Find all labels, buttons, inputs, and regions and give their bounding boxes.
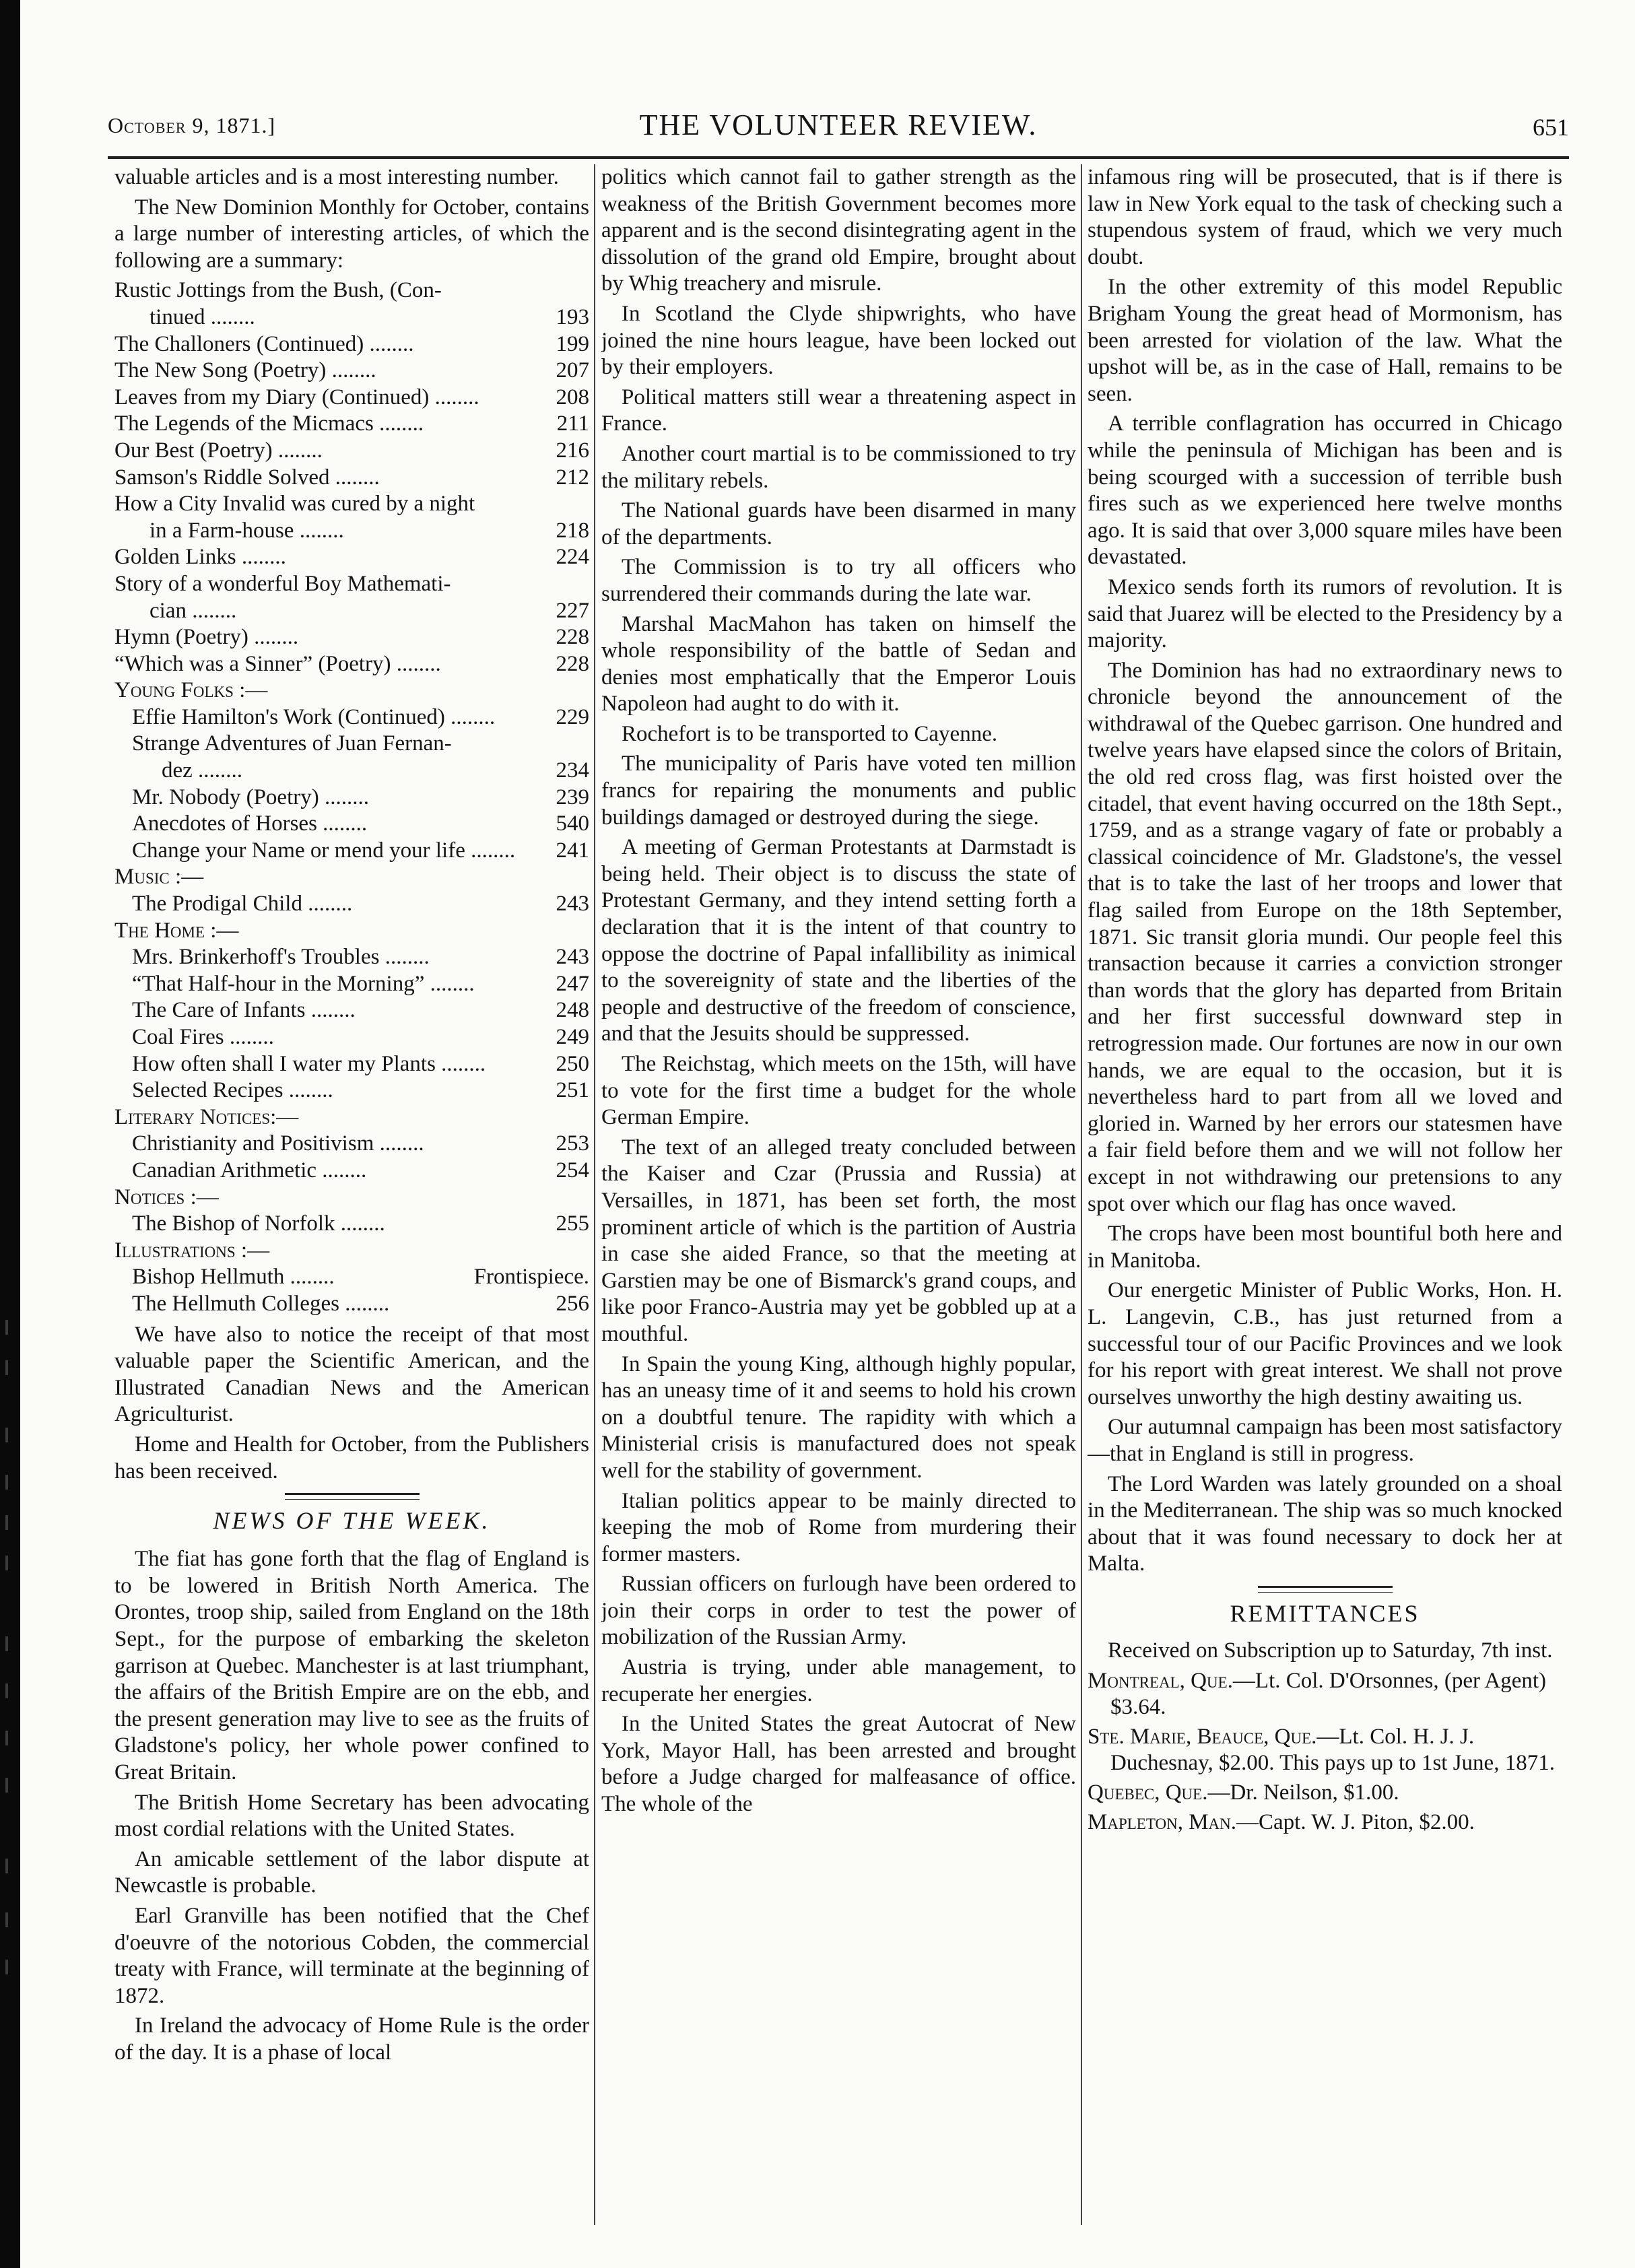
contents-title: The Challoners (Continued) ........ [114, 331, 414, 356]
header-rule [108, 156, 1569, 159]
contents-page: 253 [556, 1131, 589, 1156]
contents-page: 248 [556, 998, 589, 1023]
contents-entry [114, 385, 589, 411]
section-heading: Illustrations :— [114, 1238, 270, 1263]
contents-group [114, 944, 589, 1104]
contents-title-cont: in a Farm-house ........ [149, 518, 344, 543]
contents-page: 243 [556, 892, 589, 916]
contents-title: Story of a wonderful Boy Mathemati- [114, 571, 451, 596]
paragraph: Russian officers on furlough have been ordered to join their corps in order to test the power of mobilization of the Russian Army. [601, 1572, 1076, 1650]
paragraph: Rochefort is to be transported to Cayenne. [622, 721, 998, 746]
contents-title: The Legends of the Micmacs ........ [114, 411, 424, 436]
page-header [108, 101, 1569, 148]
contents-entry [114, 331, 589, 358]
contents-page: 228 [556, 651, 589, 676]
column-2 [601, 164, 1076, 2225]
contents-entry [114, 411, 589, 438]
contents-entry [114, 997, 589, 1024]
section-heading: The Home :— [114, 918, 239, 943]
contents-title: Golden Links ........ [114, 545, 286, 570]
contents-entry [114, 1077, 589, 1104]
paragraph: Italian politics appear to be mainly directed to keeping the mob of Rome from murdering their former masters. [601, 1488, 1076, 1566]
paragraph: The text of an alleged treaty concluded between the Kaiser and Czar (Prussia and Russia) at Versailles, in 1871, has been set forth, the most prominent article of which is the partition of Austria in case she aided France, so that the meeting at Garstien may be one of Bismarck's grand coups, and like poor Franco-Austria may yet be gobbled up at a mouthful. [601, 1135, 1076, 1346]
section-heading: Notices :— [114, 1185, 219, 1209]
contents-page: 241 [556, 838, 589, 863]
paragraph: We have also to notice the receipt of that most valuable paper the Scientific American, and the Illustrated Canadian News and the American Agriculturist. [114, 1322, 589, 1427]
paragraph: In Scotland the Clyde shipwrights, who have joined the nine hours league, have been locked out by their employers. [601, 301, 1076, 380]
contents-entry [114, 438, 589, 465]
header-title: THE VOLUNTEER REVIEW. [639, 108, 1038, 141]
contents-title-cont: dez ........ [162, 758, 243, 783]
contents-entry [114, 838, 589, 865]
remittance-place: Montreal, Que. [1088, 1668, 1233, 1693]
contents-page: 216 [556, 438, 589, 463]
contents-entry [114, 277, 589, 331]
contents-title: Selected Recipes ........ [132, 1078, 333, 1103]
paragraph: Home and Health for October, from the Publishers has been received. [114, 1432, 589, 1483]
contents-title: Samson's Riddle Solved ........ [114, 465, 380, 490]
contents-title: Leaves from my Diary (Continued) ........ [114, 385, 479, 409]
paragraph: In Spain the young King, although highly popular, has an uneasy time of it and seems to hold his crown on a doubtful tenure. The rapidity with which a Ministerial crisis is manufactured does not speak well for the stability of government. [601, 1352, 1076, 1483]
paragraph: Our autumnal campaign has been most satisfactory—that in England is still in progress. [1088, 1415, 1562, 1466]
remittance-text: —Capt. W. J. Piton, $2.00. [1236, 1809, 1475, 1834]
paragraph: Another court martial is to be commissioned to try the military rebels. [601, 441, 1076, 493]
contents-entry [114, 491, 589, 544]
contents-page: 227 [556, 598, 589, 623]
remittance-entry [1088, 1668, 1562, 1721]
paragraph-group [1088, 274, 1562, 1578]
paragraph: In Ireland the advocacy of Home Rule is the order of the day. It is a phase of local [114, 2013, 589, 2065]
paragraph: The Lord Warden was lately grounded on a shoal in the Mediterranean. The ship was so much knocked about that it was found necessary to dock her at Malta. [1088, 1471, 1562, 1576]
paragraph: Mexico sends forth its rumors of revolution. It is said that Juarez will be elected to the Presidency by a majority. [1088, 574, 1562, 653]
header-date: October 9, 1871.] [108, 113, 276, 137]
contents-page: 199 [556, 331, 589, 356]
contents-entry [114, 1264, 589, 1291]
paragraph: The New Dominion Monthly for October, contains a large number of interesting articles, of which the following are a summary: [114, 195, 589, 273]
contents-page: 255 [556, 1211, 589, 1236]
remittance-entry [1088, 1780, 1562, 1807]
contents-group [114, 1211, 589, 1238]
contents-title: Rustic Jottings from the Bush, (Con- [114, 278, 442, 303]
contents-entry [114, 358, 589, 385]
contents-entry [114, 704, 589, 731]
contents-title: How a City Invalid was cured by a night [114, 492, 475, 516]
column-rule [594, 164, 595, 2225]
paragraph: The fiat has gone forth that the flag of England is to be lowered in British North America. The Orontes, troop ship, sailed from England on the 18th Sept., for the purpose of embarking the skeleton garrison at Quebec. Manchester is at last triumphant, the affairs of the British Empire are on the ebb, and the present generation may live to see as the fruits of Gladstone's policy, her whole power confined to Great Britain. [114, 1547, 589, 1785]
paragraph-group [114, 1546, 589, 2066]
contents-group [114, 1264, 589, 1317]
paragraph: Austria is trying, under able management, to recuperate her energies. [601, 1655, 1076, 1706]
section-divider [1258, 1586, 1393, 1593]
paragraph: The crops have been most bountiful both here and in Manitoba. [1088, 1222, 1562, 1273]
contents-title: Hymn (Poetry) ........ [114, 625, 299, 650]
contents-entry [114, 891, 589, 918]
column-1 [114, 164, 589, 2225]
paragraph: Political matters still wear a threatening aspect in France. [601, 385, 1076, 436]
contents-page: 256 [556, 1291, 589, 1316]
contents-title: The Bishop of Norfolk ........ [132, 1211, 385, 1236]
contents-page: 218 [556, 518, 589, 543]
news-heading: NEWS OF THE WEEK. [213, 1507, 491, 1535]
contents-title: Mr. Nobody (Poetry) ........ [132, 785, 369, 809]
paragraph: The British Home Secretary has been advocating most cordial relations with the United States. [114, 1790, 589, 1842]
contents-entry [114, 1158, 589, 1185]
paragraph: politics which cannot fail to gather strength as the weakness of the British Government becomes more apparent and is the second disintegrating agent in the dissolution of the grand old Empire, brought about by Whig treachery and misrule. [601, 165, 1076, 296]
paragraph: Earl Granville has been notified that the Chef d'oeuvre of the notorious Cobden, the commercial treaty with France, will terminate at the beginning of 1872. [114, 1904, 589, 2008]
contents-group [114, 1131, 589, 1184]
paragraph: Marshal MacMahon has taken on himself the whole responsibility of the battle of Sedan and denies most emphatically that the Emperor Louis Napoleon had aught to do with it. [601, 611, 1076, 716]
contents-page: 247 [556, 971, 589, 996]
paragraph: The municipality of Paris have voted ten million francs for repairing the monuments and public buildings damaged or destroyed during the siege. [601, 752, 1076, 830]
section-heading: Young Folks :— [114, 678, 268, 703]
contents-entry [114, 1024, 589, 1051]
paragraph: valuable articles and is a most interesting number. [114, 165, 559, 189]
margin-marks [0, 1320, 18, 2128]
contents-title: Mrs. Brinkerhoff's Troubles ........ [132, 945, 430, 970]
paragraph: The Commission is to try all officers who surrendered their commands during the late war. [601, 555, 1076, 606]
remittances-heading: REMITTANCES [1230, 1599, 1420, 1627]
contents-page: 207 [556, 358, 589, 383]
remittance-text: —Lt. Col. H. J. J. Duchesnay, $2.00. This pays up to 1st June, 1871. [1110, 1724, 1555, 1776]
paragraph-group [114, 1322, 589, 1486]
contents-entry [114, 971, 589, 998]
contents-title: Our Best (Poetry) ........ [114, 438, 323, 463]
contents-entry [114, 1291, 589, 1318]
paragraph: In the other extremity of this model Republic Brigham Young the great head of Mormonism, has been arrested for violation of the law. What the upshot will be, as in the case of Hall, remains to be seen. [1088, 275, 1562, 406]
paragraph-group [601, 301, 1076, 1818]
contents-entry [114, 811, 589, 838]
remittance-place: Mapleton, Man. [1088, 1809, 1237, 1834]
remittance-text: —Dr. Neilson, $1.00. [1207, 1780, 1399, 1805]
contents-group [114, 277, 589, 677]
header-page-number: 651 [1533, 114, 1569, 141]
contents-title: The Care of Infants ........ [132, 998, 356, 1023]
contents-page: 229 [556, 704, 589, 729]
contents-title: “That Half-hour in the Morning” ........ [132, 971, 475, 996]
contents-title: “Which was a Sinner” (Poetry) ........ [114, 651, 441, 676]
contents-title: Effie Hamilton's Work (Continued) ........ [132, 704, 496, 729]
paragraph: The Reichstag, which meets on the 15th, will have to vote for the first time a budget for the whole German Empire. [601, 1052, 1076, 1130]
contents-entry [114, 731, 589, 784]
remittance-list [1088, 1668, 1562, 1836]
contents-title: How often shall I water my Plants ........ [132, 1051, 486, 1076]
contents-entry [114, 1131, 589, 1158]
contents-title: Coal Fires ........ [132, 1025, 274, 1049]
paragraph: An amicable settlement of the labor dispute at Newcastle is probable. [114, 1846, 589, 1898]
contents-title: Christianity and Positivism ........ [132, 1131, 424, 1156]
contents-title: Bishop Hellmuth ........ [132, 1265, 335, 1290]
contents-page: 243 [556, 945, 589, 970]
contents-title: The Prodigal Child ........ [132, 892, 353, 916]
column-3 [1088, 164, 1562, 2225]
contents-entry [114, 624, 589, 651]
contents-title: Canadian Arithmetic ........ [132, 1158, 367, 1182]
contents-page: 228 [556, 625, 589, 650]
contents-title: The Hellmuth Colleges ........ [132, 1291, 390, 1316]
contents-title-cont: tinued ........ [149, 304, 255, 329]
contents-page: 250 [556, 1051, 589, 1076]
remittance-place: Quebec, Que. [1088, 1780, 1208, 1805]
contents-page: 211 [556, 411, 589, 436]
contents-group [114, 891, 589, 918]
contents-page: 239 [556, 785, 589, 809]
paragraph: Our energetic Minister of Public Works, Hon. H. L. Langevin, C.B., has just returned from a successful tour of our Pacific Provinces and we look for his report with great interest. We shall not prove ourselves unworthy the high destiny awaiting us. [1088, 1278, 1562, 1409]
contents-page: 208 [556, 385, 589, 409]
paragraph: A meeting of German Protestants at Darmstadt is being held. Their object is to discuss the state of Protestant Germany, and they intend setting forth a declaration that it is the intent of that country to oppose the doctrine of Papal infallibility as inimical to the sovereignity of state and the liberties of the people and destructive of the freedom of conscience, and that the Jesuits should be suppressed. [601, 835, 1076, 1046]
contents-title-cont: cian ........ [149, 598, 237, 623]
section-divider [285, 1493, 420, 1500]
contents-entry [114, 1211, 589, 1238]
contents-page: Frontispiece. [473, 1265, 589, 1290]
contents-page: 249 [556, 1025, 589, 1049]
paragraph: The Dominion has had no extraordinary news to chronicle beyond the announcement of the withdrawal of the Quebec garrison. One hundred and twelve years have elapsed since the colors of Britain, the old red cross flag, was first hoisted over the citadel, that event having occurred on the 18th Sept., 1759, and as a strange vagary of fate or probably a classical coincidence of Mr. Gladstone's, the vessel that is to take the last of her troops and lower that flag sailed from Europe on the 18th September, 1871. Sic transit gloria mundi. Our people feel this transaction because it carries a conviction stronger than words that the glory has departed from Britain and her first successful downward step in retrogression made. Our fortunes are now in our own hands, we are equal to the occasion, but it is nevertheless hard to part from all we loved and gloried in. Warned by her errors our statesmen have a fair field before them and we will not follow her except in not withdrawing our pretensions to any spot over which our flag has once waved. [1088, 658, 1562, 1216]
contents-list [114, 277, 589, 1317]
contents-page: 193 [556, 304, 589, 329]
contents-entry [114, 571, 589, 624]
remittance-entry [1088, 1809, 1562, 1836]
paragraph: infamous ring will be prosecuted, that is if there is law in New York equal to the task of checking such a stupendous system of fraud, which we very much doubt. [1088, 165, 1562, 269]
remittance-place: Ste. Marie, Beauce, Que. [1088, 1724, 1317, 1749]
section-heading: Music :— [114, 865, 204, 890]
contents-entry [114, 1051, 589, 1078]
contents-page: 212 [556, 465, 589, 490]
contents-page: 224 [556, 545, 589, 570]
paragraph: A terrible conflagration has occurred in Chicago while the peninsula of Michigan has been and is being scourged with a succession of terrible bush fires such as we experienced here twelve months ago. It is said that over 3,000 square miles have been devastated. [1088, 411, 1562, 570]
contents-page: 540 [556, 811, 589, 836]
remittance-entry [1088, 1724, 1562, 1777]
contents-entry [114, 785, 589, 811]
contents-group [114, 704, 589, 865]
contents-title: Strange Adventures of Juan Fernan- [132, 731, 452, 756]
contents-title: Anecdotes of Horses ........ [132, 811, 368, 836]
contents-title: The New Song (Poetry) ........ [114, 358, 376, 383]
contents-page: 251 [556, 1078, 589, 1103]
remittance-text: —Lt. Col. D'Orsonnes, (per Agent) $3.64. [1110, 1668, 1547, 1720]
paragraph: The National guards have been disarmed in many of the departments. [601, 498, 1076, 549]
paragraph: Received on Subscription up to Saturday, 7th inst. [1108, 1638, 1553, 1663]
contents-entry [114, 544, 589, 571]
contents-entry [114, 651, 589, 678]
contents-title: Change your Name or mend your life ........ [132, 838, 516, 863]
contents-page: 234 [556, 758, 589, 783]
contents-entry [114, 465, 589, 492]
paragraph: In the United States the great Autocrat of New York, Mayor Hall, has been arrested and brought before a Judge charged for malfeasance of office. The whole of the [601, 1712, 1076, 1817]
contents-page: 254 [556, 1158, 589, 1182]
contents-entry [114, 944, 589, 971]
section-heading: Literary Notices:— [114, 1104, 299, 1129]
column-rule [1081, 164, 1082, 2225]
